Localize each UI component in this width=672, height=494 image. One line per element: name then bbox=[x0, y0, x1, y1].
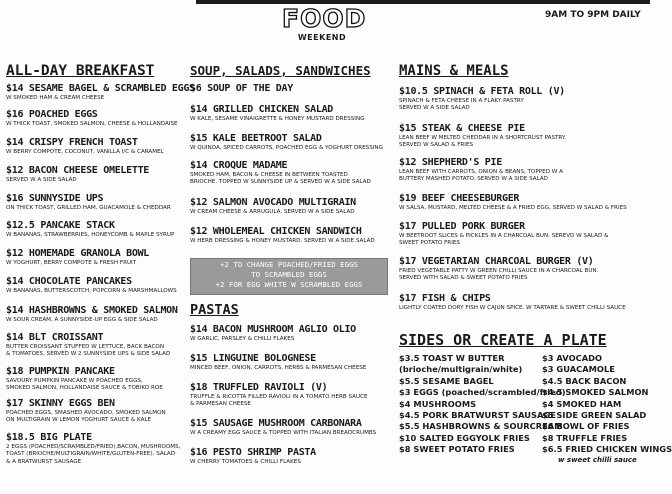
menu-item bbox=[190, 160, 371, 187]
item-name: $14 BACON MUSHROOM AGLIO OLIO bbox=[190, 324, 356, 335]
item-desc: SERVED WITH SALAD & SWEET POTATO FRIES bbox=[399, 275, 528, 282]
menu-item bbox=[399, 123, 566, 150]
menu-item bbox=[6, 248, 149, 267]
menu-item bbox=[6, 137, 164, 156]
item-name: $18 PUMPKIN PANCAKE bbox=[6, 366, 115, 377]
menu-item bbox=[190, 324, 356, 343]
item-desc: W QUINOA, SPICED CARROTS, POACHED EGG & YOGHURT DRESSING bbox=[190, 145, 383, 151]
item-desc: SERVED W SALAD & FRIES bbox=[399, 142, 474, 149]
sides-right-list bbox=[542, 353, 672, 465]
side-item: $5.5 HASHBROWNS & SOURCREAM bbox=[399, 421, 563, 432]
item-name: $12.5 PANCAKE STACK bbox=[6, 220, 115, 231]
item-desc: W SALSA, MUSTARD, MELTED CHEESE & A FRIED EGG, SERVED W SALAD & FRIES bbox=[399, 205, 627, 211]
item-desc: SERVED W A SIDE SALAD bbox=[6, 177, 77, 183]
item-name: $16 POACHED EGGS bbox=[6, 109, 98, 120]
item-desc: W CREAM CHEESE & ARRUGULA. SERVED W A SIDE SALAD bbox=[190, 209, 355, 215]
side-item: $8 TRUFFLE FRIES bbox=[542, 432, 628, 443]
item-name: $14 GRILLED CHICKEN SALAD bbox=[190, 104, 334, 115]
egg-addon-notice bbox=[190, 258, 388, 295]
item-desc: W BEETROOT SLICES & PICKLES IN A CHARCOAL BUN. SEREVD W SALAD & bbox=[399, 233, 609, 239]
menu-item bbox=[6, 193, 171, 212]
item-desc: LIGHTLY COATED DORY FISH W CAJUN SPICE. W TARTARE & SWEET CHILLI SAUCE bbox=[399, 305, 626, 311]
item-desc: & TOMATOES, SERVED W 2 SUNNYSIDE UPS & SIDE SALAD bbox=[6, 351, 171, 358]
item-desc: W BERRY COMPOTE, COCONUT, VANILLA I/C & CARAMEL bbox=[6, 149, 164, 155]
side-item: $6 BOWL OF FRIES bbox=[542, 421, 630, 432]
item-desc: MINCED BEEF, ONION, CARROTS, HERBS & PARMESAN CHEESE bbox=[190, 365, 367, 371]
addon-line: +2 FOR EGG WHITE W SCRAMBLED EGGS bbox=[215, 280, 363, 289]
side-item: $10 SALTED EGGYOLK FRIES bbox=[399, 432, 530, 443]
menu-item bbox=[6, 276, 177, 295]
menu-item bbox=[399, 256, 598, 283]
item-desc: SMOKED SALMON, HOLLANDAISE SAUCE & TOBIKO ROE bbox=[6, 385, 163, 392]
item-desc: TRUFFLE & RICOTTA FILLED RAVIOLI IN A TOMATO HERB SAUCE bbox=[190, 394, 368, 400]
item-name: $17 PULLED PORK BURGER bbox=[399, 221, 525, 232]
side-item: (brioche/multigrain/white) bbox=[399, 364, 523, 375]
menu-item bbox=[190, 83, 293, 95]
item-desc: SERVED W A SIDE SALAD bbox=[399, 105, 470, 112]
menu-item bbox=[6, 109, 178, 128]
item-name: $15 KALE BEETROOT SALAD bbox=[190, 133, 322, 144]
menu-item bbox=[6, 366, 163, 393]
item-name: $17 SKINNY EGGS BEN bbox=[6, 398, 115, 409]
item-name: $18 TRUFFLED RAVIOLI (V) bbox=[190, 382, 328, 393]
menu-item bbox=[190, 133, 383, 152]
item-name: $18.5 BIG PLATE bbox=[6, 432, 92, 443]
item-desc: W BANANAS, BUTTERSCOTCH, POPCORN & MARSHMALLOWS bbox=[6, 288, 177, 294]
item-name: $14 HASHBROWNS & SMOKED SALMON bbox=[6, 305, 178, 316]
item-name: $17 FISH & CHIPS bbox=[399, 293, 491, 304]
menu-item bbox=[399, 86, 565, 113]
item-name: $14 BLT CROISSANT bbox=[6, 332, 104, 343]
menu-item bbox=[6, 432, 180, 466]
item-name: $12 SHEPHERD'S PIE bbox=[399, 157, 502, 168]
breakfast-heading: ALL-DAY BREAKFAST bbox=[6, 63, 155, 79]
logo-subtitle: WEEKEND bbox=[297, 33, 347, 42]
menu-item bbox=[399, 193, 627, 212]
menu-item bbox=[190, 353, 366, 372]
logo-title: FOOD bbox=[282, 4, 367, 33]
item-desc: 2 EGGS (POACHED/SCRAMBLED/FRIED),BACON, MUSHROOMS, bbox=[6, 444, 181, 450]
item-desc: FRIED VEGETABLE PATTY W GREEN CHILLI SAUCE IN A CHARCOAL BUN. bbox=[399, 268, 599, 274]
item-desc: LEAN BEEF W MELTED CHEDDAR IN A SHORTCRUST PASTRY. bbox=[399, 135, 567, 141]
side-item: $3 GUACAMOLE bbox=[542, 364, 615, 375]
item-desc: BUTTER CROISSANT STUFFED W LETTUCE, BACK BACON bbox=[6, 344, 165, 350]
item-desc: W THICK TOAST, SMOKED SALMON, CHEESE & HOLLANDAISE bbox=[6, 121, 178, 127]
side-item: $3 AVOCADO bbox=[542, 353, 603, 363]
item-name: $14 CROQUE MADAME bbox=[190, 160, 288, 171]
menu-item bbox=[399, 293, 626, 312]
item-desc: BUTTERY MASHED POTATO. SERVED W A SIDE SALAD bbox=[399, 176, 548, 183]
item-name: $15 LINGUINE BOLOGNESE bbox=[190, 353, 316, 364]
item-desc: ON MULTIGRAIN W LEMON YOGHURT SAUCE & KALE bbox=[6, 417, 152, 424]
item-desc: & A BRATWURST SAUSAGE bbox=[6, 458, 82, 465]
addon-line: TO SCRAMBLED EGGS bbox=[251, 270, 327, 279]
menu-item bbox=[190, 447, 316, 466]
item-desc: SAVOURY PUMPKIN PANCAKE W POACHED EGGS, bbox=[6, 378, 143, 384]
pastas-heading: PASTAS bbox=[190, 302, 239, 318]
side-item: $3.5 TOAST W BUTTER bbox=[399, 353, 505, 363]
menu-item bbox=[190, 418, 376, 437]
item-desc: W SOUR CREAM, A SUNNYSIDE-UP EGG & SIDE SALAD bbox=[6, 317, 158, 323]
food-logo bbox=[282, 4, 367, 42]
item-name: $14 CHOCOLATE PANCAKES bbox=[6, 276, 132, 287]
side-item-note: w sweet chilli sauce bbox=[558, 455, 637, 464]
menu-item bbox=[6, 398, 166, 425]
menu-item bbox=[190, 382, 368, 409]
item-desc: W BANANAS, STRAWBERRIES, HONEYCOMB & MAPLE SYRUP bbox=[6, 232, 175, 238]
item-desc: W A CREAMY EGG SAUCE & TOPPED WITH ITALIAN BREADCRUMBS bbox=[190, 430, 377, 436]
item-desc: POACHED EGGS, SMASHED AVOCADO, SMOKED SALMON bbox=[6, 410, 166, 416]
item-name: $16 SUNNYSIDE UPS bbox=[6, 193, 104, 204]
side-item: $3 EGGS (poached/scrambled/fried) bbox=[399, 387, 566, 398]
item-name: $15 STEAK & CHEESE PIE bbox=[399, 123, 525, 134]
item-desc: W HERB DRESSING & HONEY MUSTARD. SERVED W A SIDE SALAD bbox=[190, 238, 375, 244]
side-item: $4.5 BACK BACON bbox=[542, 375, 627, 386]
item-name: $12 SALMON AVOCADO MULTIGRAIN bbox=[190, 197, 356, 208]
side-item: $4.5 PORK BRATWURST SAUSAGE bbox=[399, 410, 556, 421]
item-desc: W KALE, SESAME VINAIGRETTE & HONEY MUSTARD DRESSING bbox=[190, 116, 365, 122]
menu-item bbox=[190, 197, 356, 216]
menu-item bbox=[399, 157, 563, 184]
item-name: $15 SAUSAGE MUSHROOM CARBONARA bbox=[190, 418, 362, 429]
menu-item bbox=[6, 332, 170, 359]
menu-item bbox=[6, 83, 195, 102]
soup-heading: SOUP, SALADS, SANDWICHES bbox=[190, 63, 371, 78]
item-desc: & PARMESAN CHEESE bbox=[190, 401, 251, 408]
item-name: $12 WHOLEMEAL CHICKEN SANDWICH bbox=[190, 226, 362, 237]
item-desc: LEAN BEEF WITH CARROTS, ONION & BEANS, TOPPED W A bbox=[399, 169, 563, 175]
item-name: $19 BEEF CHEESEBURGER bbox=[399, 193, 520, 204]
item-name: $14 CRISPY FRENCH TOAST bbox=[6, 137, 138, 148]
side-item: $5.5 SESAME BAGEL bbox=[399, 375, 494, 386]
menu-item bbox=[190, 226, 375, 245]
item-desc: BRIOCHE. TOPPED W SUNNYSIDE UP & SERVED W A SIDE SALAD bbox=[190, 179, 371, 186]
item-name: $12 BACON CHEESE OMELETTE bbox=[6, 165, 150, 176]
item-name: $16 PESTO SHRIMP PASTA bbox=[190, 447, 316, 458]
addon-line: +2 TO CHANGE POACHED/FRIED EGGS bbox=[220, 260, 358, 269]
opening-hours: 9AM TO 9PM DAILY bbox=[545, 10, 641, 20]
mains-heading: MAINS & MEALS bbox=[399, 63, 509, 79]
item-name: $10.5 SPINACH & FETA ROLL (V) bbox=[399, 86, 565, 97]
item-name: $17 VEGETARIAN CHARCOAL BURGER (V) bbox=[399, 256, 594, 267]
item-desc: SMOKED HAM, BACON & CHEESE IN BETWEEN TOASTED bbox=[190, 172, 348, 178]
top-border-bar bbox=[196, 0, 650, 4]
menu-item bbox=[6, 165, 149, 184]
sides-left-list bbox=[399, 353, 566, 456]
menu-item bbox=[399, 221, 608, 248]
item-desc: TOAST (BRIOCHE/MULTIGRAIN/WHITE/GLUTEN-FREE), SALAD bbox=[6, 451, 176, 458]
side-item: $5 SIDE GREEN SALAD bbox=[542, 410, 647, 421]
item-desc: W CHERRY TOMATOES & CHILLI FLAKES bbox=[190, 459, 301, 465]
side-item: $4 SMOKED HAM bbox=[542, 398, 622, 409]
item-desc: W SMOKED HAM & CREAM CHEESE bbox=[6, 95, 105, 101]
item-desc: SWEET POTATO FRIES bbox=[399, 240, 460, 247]
item-name: $14 SESAME BAGEL & SCRAMBLED EGGS bbox=[6, 83, 195, 94]
side-item: $4 MUSHROOMS bbox=[399, 398, 477, 409]
item-desc: ON THICK TOAST, GRILLED HAM, GUACAMOLE & CHEDDAR bbox=[6, 205, 171, 211]
side-item: $6.5 FRIED CHICKEN WINGS bbox=[542, 444, 672, 455]
item-desc: SPINACH & FETA CHEESE IN A FLAKY PASTRY bbox=[399, 98, 524, 104]
menu-item bbox=[6, 305, 178, 324]
item-name: $6 SOUP OF THE DAY bbox=[190, 83, 293, 94]
menu-item bbox=[6, 220, 174, 239]
side-item: $8 SWEET POTATO FRIES bbox=[399, 444, 515, 455]
menu-item bbox=[190, 104, 364, 123]
item-desc: W YOGHURT, BERRY COMPOTE & FRESH FRUIT bbox=[6, 260, 137, 266]
item-name: $12 HOMEMADE GRANOLA BOWL bbox=[6, 248, 150, 259]
item-desc: W GARLIC, PARSLEY & CHILLI FLAKES bbox=[190, 336, 295, 342]
side-item: $4.5 SMOKED SALMON bbox=[542, 387, 649, 398]
sides-heading: SIDES OR CREATE A PLATE bbox=[399, 331, 607, 349]
